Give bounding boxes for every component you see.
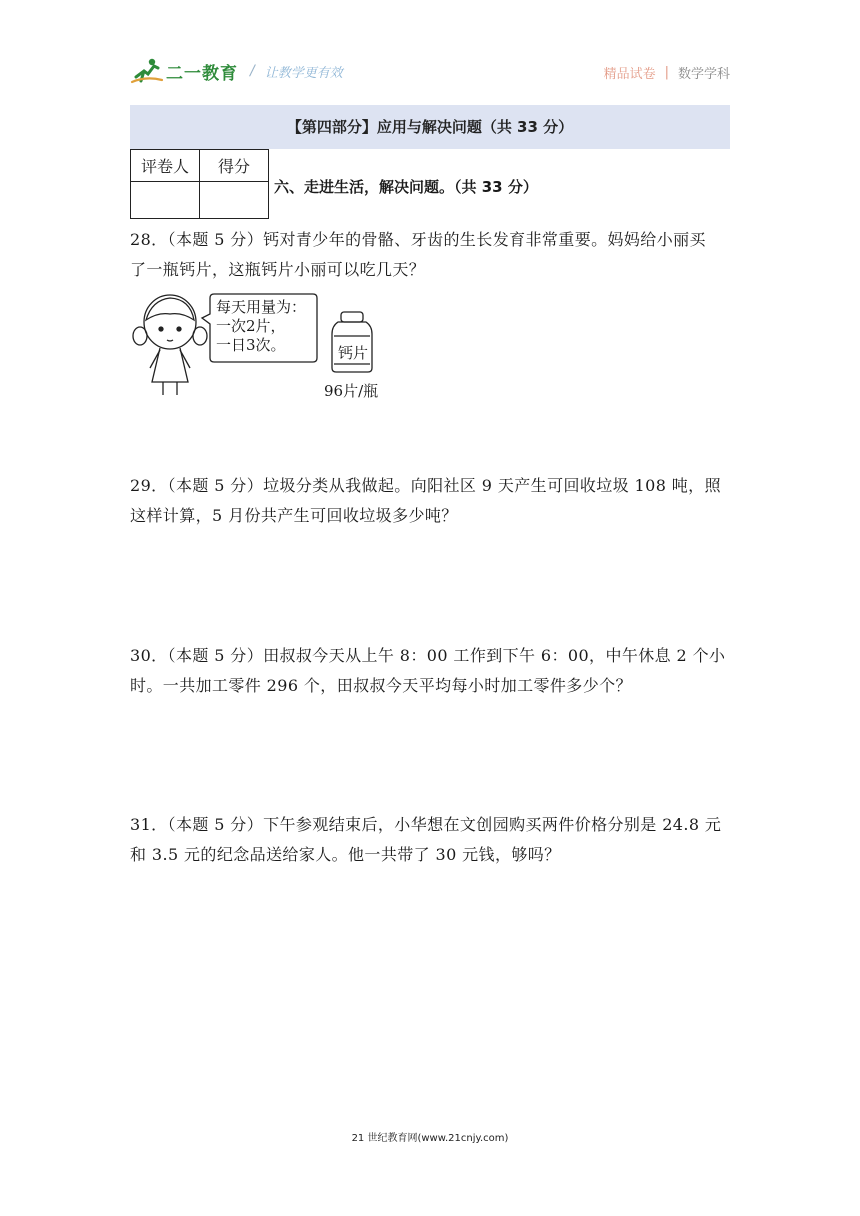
part-heading: 六、走进生活，解决问题。（共 33 分） bbox=[274, 178, 538, 196]
question-line: 31．（本题 5 分）下午参观结束后，小华想在文创园购买两件价格分别是 24.8 元 bbox=[130, 815, 722, 834]
bubble-line: 每天用量为： bbox=[216, 298, 307, 316]
question-28 bbox=[130, 225, 730, 285]
question-line: 了一瓶钙片，这瓶钙片小丽可以吃几天？ bbox=[130, 260, 426, 279]
subject-label: 数学学科 bbox=[677, 67, 730, 82]
score-table bbox=[130, 149, 269, 219]
question-29 bbox=[130, 471, 730, 531]
calcium-illustration bbox=[130, 290, 400, 405]
section-title: 【第四部分】应用与解决问题（共 33 分） bbox=[130, 105, 730, 149]
page-footer: 21 世纪教育网(www.21cnjy.com) bbox=[351, 1133, 509, 1144]
bubble-line: 一次2片， bbox=[216, 317, 286, 335]
question-30 bbox=[130, 641, 730, 701]
question-line: 29．（本题 5 分）垃圾分类从我做起。向阳社区 9 天产生可回收垃圾 108 吨，照 bbox=[130, 476, 721, 495]
brand-logo bbox=[130, 55, 343, 87]
question-line: 30．（本题 5 分）田叔叔今天从上午 8：00 工作到下午 6：00，中午休息 2 个小 bbox=[130, 646, 726, 665]
reviewer-header: 评卷人 bbox=[131, 150, 200, 182]
reviewer-cell bbox=[131, 182, 200, 219]
question-line: 28．（本题 5 分）钙对青少年的骨骼、牙齿的生长发育非常重要。妈妈给小丽买 bbox=[130, 230, 706, 249]
paper-tag: 精品试卷 bbox=[603, 67, 656, 82]
score-cell bbox=[200, 182, 269, 219]
question-line: 和 3.5 元的纪念品送给家人。他一共带了 30 元钱，够吗？ bbox=[130, 845, 561, 864]
bottle-label: 钙片 bbox=[338, 344, 369, 362]
question-line: 这样计算，5 月份共产生可回收垃圾多少吨？ bbox=[130, 506, 458, 525]
question-31 bbox=[130, 810, 730, 870]
question-line: 时。一共加工零件 296 个，田叔叔今天平均每小时加工零件多少个？ bbox=[130, 676, 632, 695]
brand-name: 二一教育 bbox=[166, 63, 238, 84]
bottle-caption: 96片/瓶 bbox=[324, 382, 379, 400]
header-divider: | bbox=[664, 65, 669, 80]
score-header: 得分 bbox=[200, 150, 269, 182]
bubble-line: 一日3次。 bbox=[216, 336, 286, 354]
header-right bbox=[604, 63, 730, 82]
page-header bbox=[130, 55, 730, 87]
runner-logo-icon bbox=[130, 57, 164, 85]
brand-slogan: 让教学更有效 bbox=[264, 65, 343, 81]
dosage-bubble bbox=[216, 298, 306, 355]
header-separator: / bbox=[250, 63, 255, 79]
